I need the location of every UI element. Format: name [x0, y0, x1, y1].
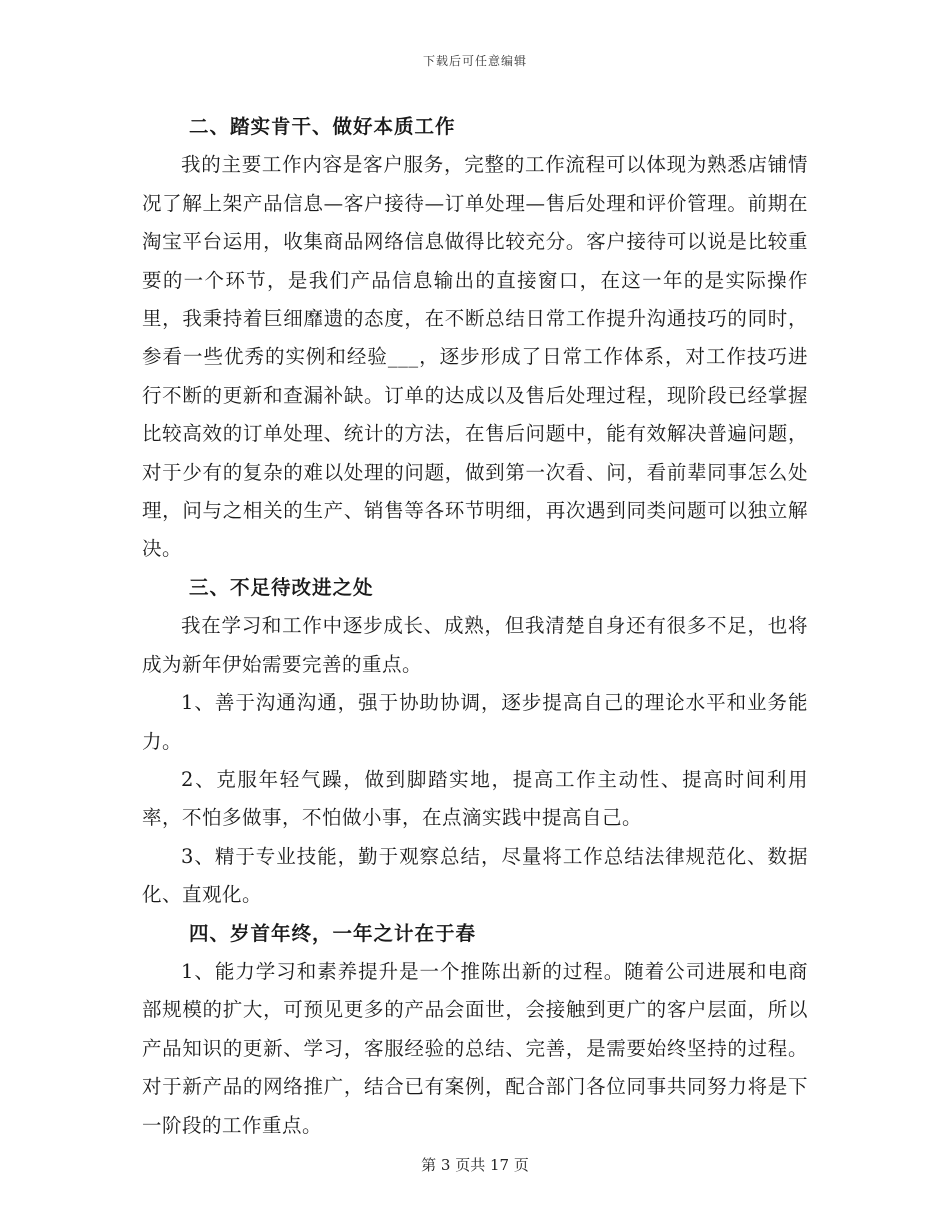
page-footer: 第 3 页共 17 页 [421, 1156, 529, 1174]
section-4 [142, 915, 808, 1145]
section-heading: 二、踏实肯干、做好本质工作 [189, 115, 456, 138]
paragraph: 我的主要工作内容是客户服务，完整的工作流程可以体现为熟悉店铺情况了解上架产品信息—客户接待—订单处理—售后处理和评价管理。前期在淘宝平台运用，收集商品网络信息做得比较充分。客户接待可以说是比较重要的一个环节，是我们产品信息输出的直接窗口，在这一年的是实际操作里，我秉持着巨细靡遗的态度，在不断总结日常工作提升沟通技巧的同时，参看一些优秀的实例和经验___，逐步形成了日常工作体系，对工作技巧进行不断的更新和查漏补缺。订单的达成以及售后处理过程，现阶段已经掌握比较高效的订单处理、统计的方法，在售后问题中，能有效解决普遍问题，对于少有的复杂的难以处理的问题，做到第一次看、问，看前辈同事怎么处理，问与之相关的生产、销售等各环节明细，再次遇到同类问题可以独立解决。 [142, 153, 808, 561]
section-2 [142, 108, 808, 569]
list-item: 3、精于专业技能，勤于观察总结，尽量将工作总结法律规范化、数据化、直观化。 [142, 844, 808, 907]
list-item: 1、善于沟通沟通，强于协助协调，逐步提高自己的理论水平和业务能力。 [142, 691, 808, 753]
list-item: 1、能力学习和素养提升是一个推陈出新的过程。随着公司进展和电商部规模的扩大，可预见更多的产品会面世，会接触到更广的客户层面，所以产品知识的更新、学习，客服经验的总结、完善，是需要始终坚持的过程。对于新产品的网络推广，结合已有案例，配合部门各位同事共同努力将是下一阶段的工作重点。 [142, 959, 808, 1137]
document-body [142, 108, 808, 1145]
page-header: 下载后可任意编辑 [422, 54, 527, 68]
section-heading: 三、不足待改进之处 [189, 575, 374, 599]
list-item: 2、克服年轻气躁，做到脚踏实地，提高工作主动性、提高时间利用率，不怕多做事，不怕做小事，在点滴实践中提高自己。 [142, 767, 808, 830]
section-heading: 四、岁首年终，一年之计在于春 [189, 921, 477, 945]
paragraph: 我在学习和工作中逐步成长、成熟，但我清楚自身还有很多不足，也将成为新年伊始需要完善的重点。 [142, 614, 808, 676]
section-3 [142, 569, 808, 915]
